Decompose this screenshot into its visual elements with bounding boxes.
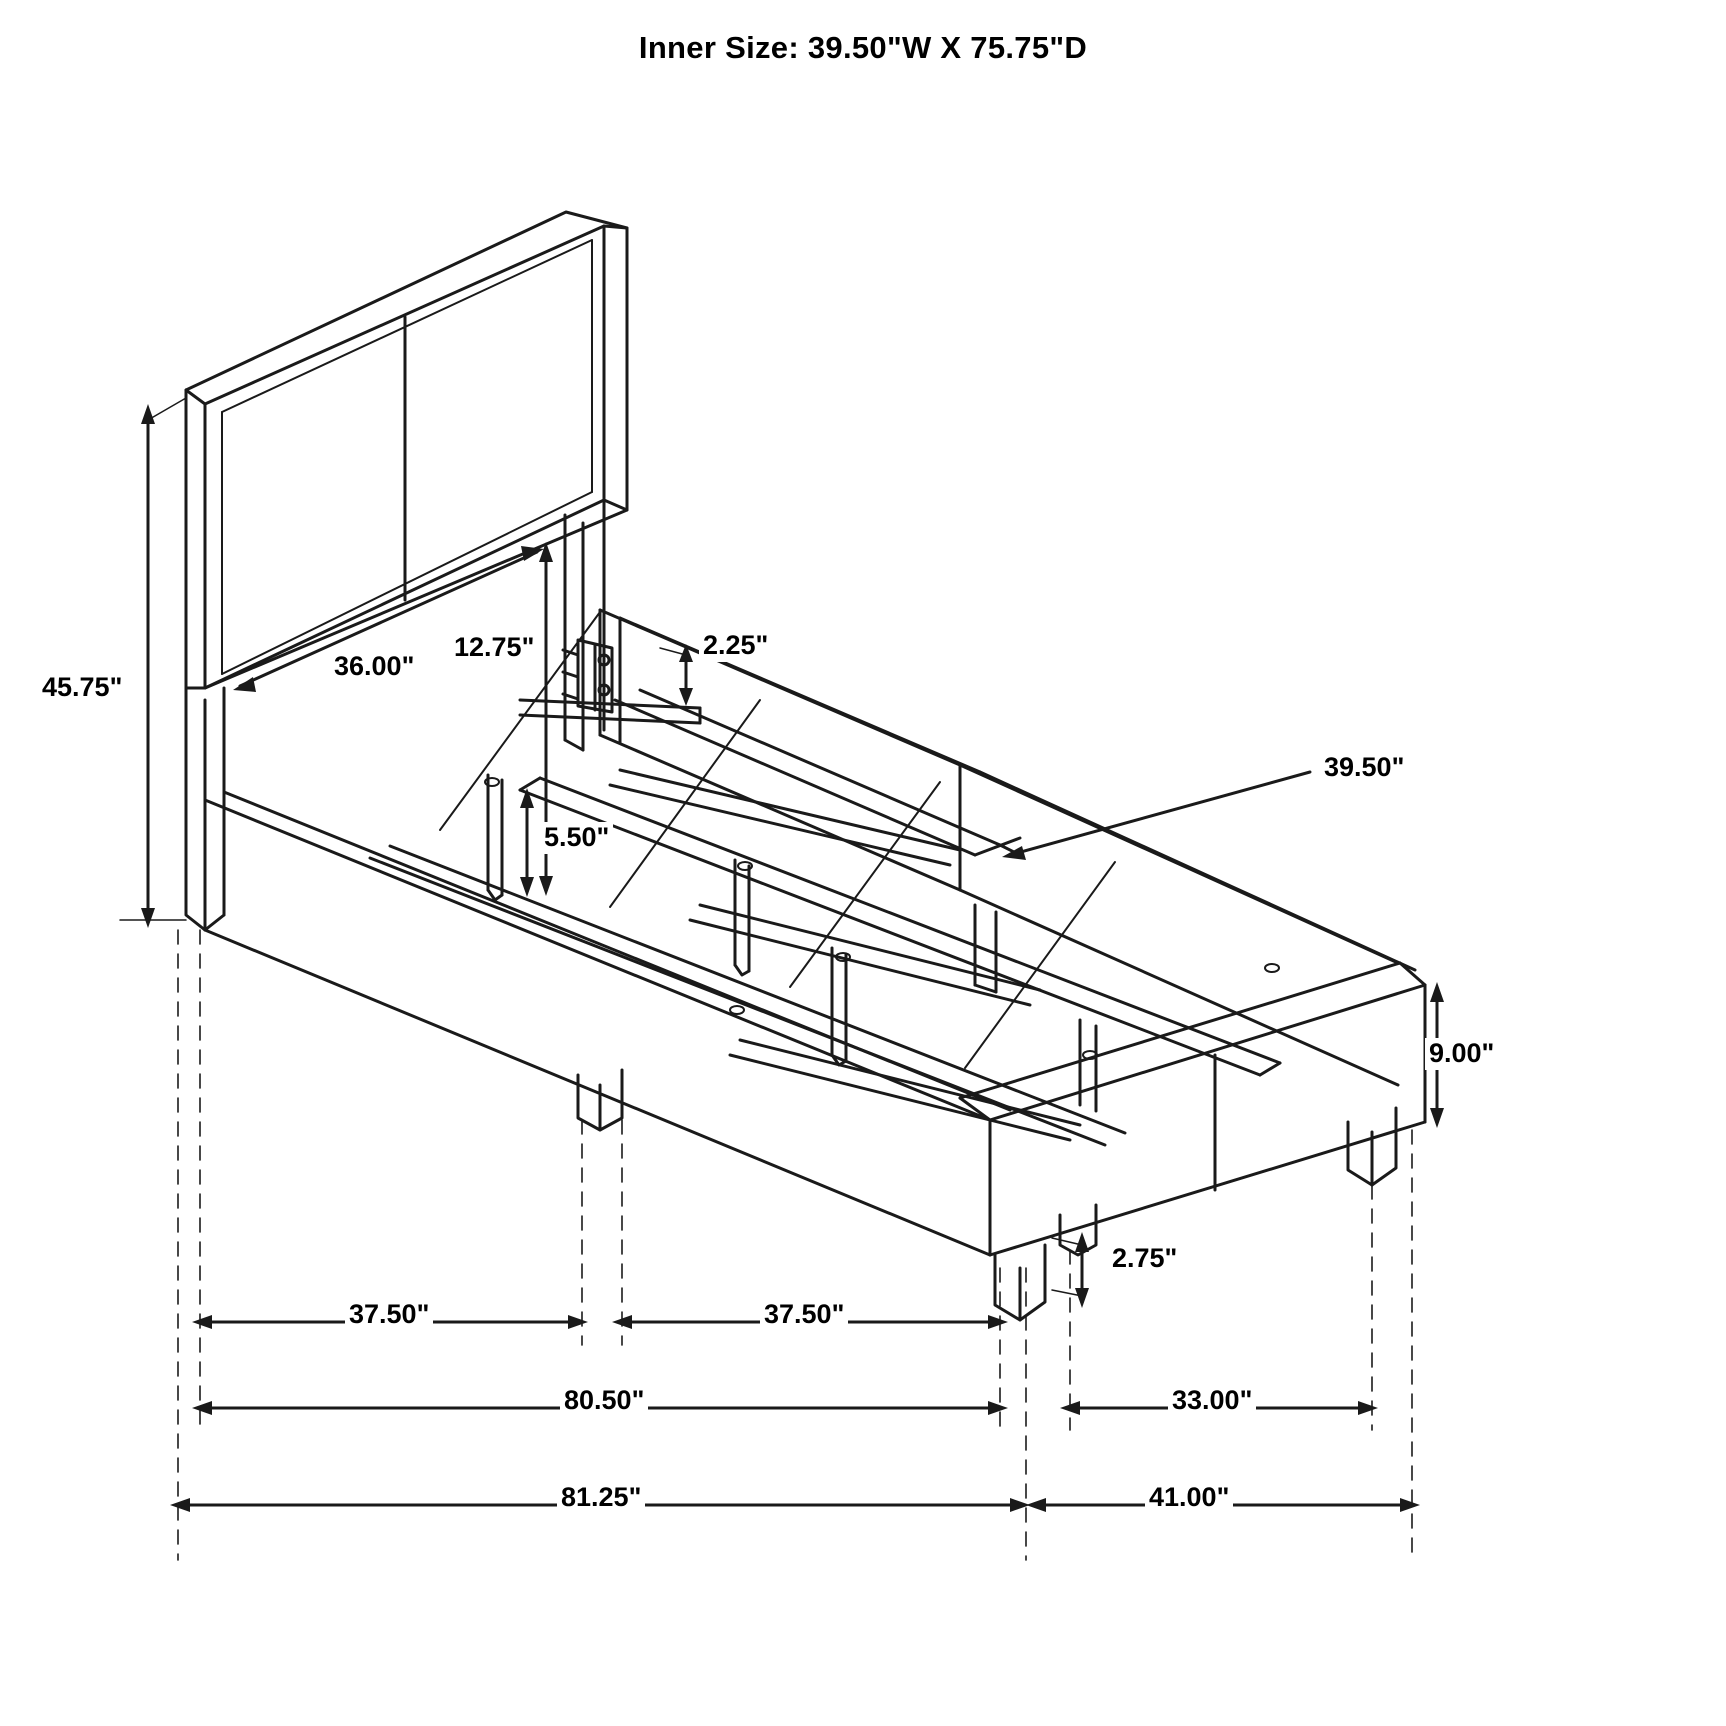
slat-center-leg-3 (832, 948, 846, 1065)
slat-cross-member-4 (730, 1040, 1080, 1140)
dim-label-rail-to-slat-height: 2.25" (699, 630, 772, 662)
slat-cross-member-2 (610, 770, 960, 865)
dim-5-50 (520, 788, 534, 897)
dim-label-inner-length: 80.50" (560, 1385, 648, 1417)
dim-label-slat-span-segment-1: 37.50" (345, 1299, 433, 1331)
far-side-rail-extension (960, 765, 1415, 1085)
far-side-rail (600, 610, 980, 890)
dim-label-overall-headboard-height: 45.75" (38, 672, 126, 704)
dim-label-headboard-panel-width: 36.00" (330, 651, 418, 683)
dim-label-foot-end-offset: 33.00" (1168, 1385, 1256, 1417)
foot-center-leg (995, 1245, 1045, 1320)
foot-right-leg (1348, 1108, 1396, 1185)
slat-center-leg-5 (1080, 1020, 1096, 1111)
dim-label-slat-span-segment-2: 37.50" (760, 1299, 848, 1331)
dim-2-25 (660, 644, 693, 706)
dim-45-75 (120, 398, 186, 928)
dim-label-overall-length: 81.25" (557, 1482, 645, 1514)
dim-label-headboard-to-rail-height: 12.75" (450, 632, 538, 664)
slat-center-leg-1 (488, 775, 502, 900)
dim-label-overall-width-foot: 41.00" (1145, 1482, 1233, 1514)
headboard-right-leg (565, 500, 604, 750)
dim-39-50 (1002, 772, 1310, 860)
dim-label-inner-width-foot: 39.50" (1320, 752, 1408, 784)
dim-2-75 (1052, 1232, 1089, 1308)
dim-label-side-rail-height: 9.00" (1425, 1038, 1498, 1070)
dim-label-foot-leg-height: 2.75" (1108, 1243, 1181, 1275)
slat-plank-d (965, 862, 1115, 1068)
page-title: Inner Size: 39.50"W X 75.75"D (638, 30, 1088, 65)
near-side-rail (205, 792, 1010, 1255)
dim-label-slat-leg-height: 5.50" (540, 822, 613, 854)
